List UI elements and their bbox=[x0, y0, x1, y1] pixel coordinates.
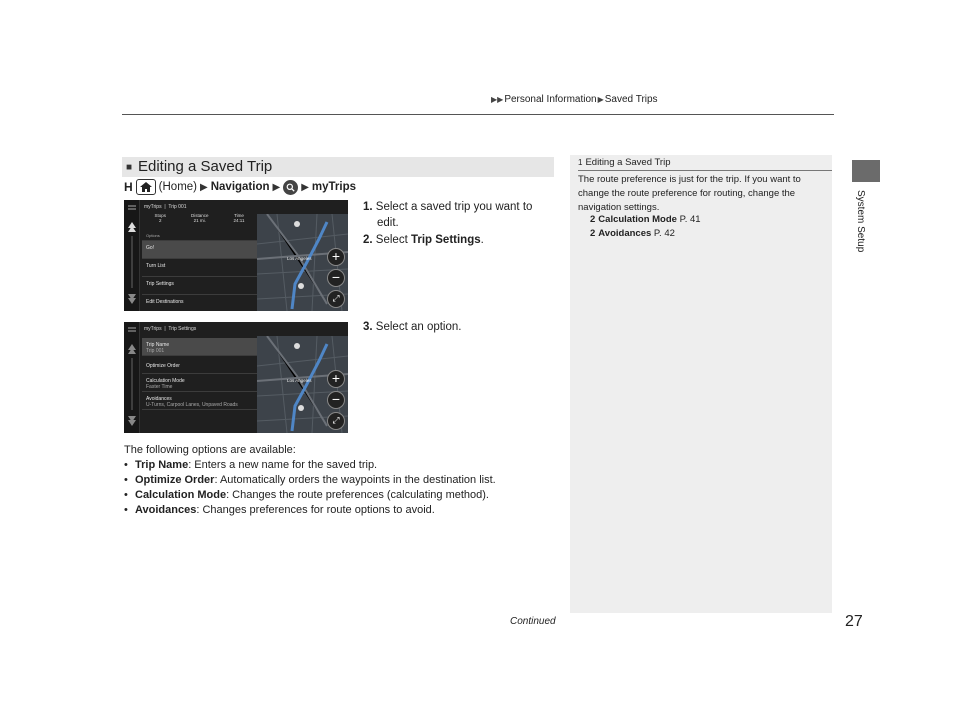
menu-item-trip-settings: Trip Settings bbox=[142, 277, 257, 295]
map-city-label: Los Angeles bbox=[287, 378, 312, 383]
breadcrumb-item-personal-information: Personal Information bbox=[504, 94, 597, 105]
zoom-in-icon: + bbox=[327, 248, 345, 266]
header-rule bbox=[122, 114, 834, 115]
stat-time: Time 24:11 bbox=[233, 213, 245, 223]
continued-label: Continued bbox=[510, 616, 556, 627]
menu-path bbox=[124, 179, 356, 195]
note-ref-avoidances[interactable]: 2 Avoidances P. 42 bbox=[590, 228, 675, 239]
arrow-icon: ▶ bbox=[597, 95, 604, 104]
arrow-icon: ▶ bbox=[272, 181, 281, 193]
bullet-icon: • bbox=[124, 489, 128, 501]
note-ref-calculation-mode[interactable]: 2 Calculation Mode P. 41 bbox=[590, 214, 701, 225]
search-icon bbox=[283, 180, 298, 195]
home-icon bbox=[136, 179, 156, 195]
menu-item-trip-name: Trip Name Trip 001 bbox=[142, 338, 257, 356]
stat-stops: Stops 2 bbox=[154, 213, 167, 223]
menu-item-avoidances: Avoidances U-Turns, Carpool Lanes, Unpaved Roads bbox=[142, 392, 257, 410]
note-rule bbox=[578, 170, 832, 171]
bullet-icon: • bbox=[124, 459, 128, 471]
square-bullet-icon: ■ bbox=[126, 162, 133, 173]
note-heading: 1 Editing a Saved Trip bbox=[578, 157, 671, 168]
step-3: 3. Select an option. bbox=[363, 321, 462, 333]
option-optimize-order: • Optimize Order: Automatically orders the waypoints in the destination list. bbox=[124, 474, 496, 486]
screen-menu bbox=[142, 231, 257, 311]
section-heading bbox=[122, 157, 554, 177]
reference-arrow-icon: 2 bbox=[590, 228, 596, 239]
option-calculation-mode: • Calculation Mode: Changes the route preferences (calculating method). bbox=[124, 489, 489, 501]
options-intro: The following options are available: bbox=[124, 444, 296, 456]
note-marker-icon: 1 bbox=[578, 158, 583, 167]
navigation-label: Navigation bbox=[210, 181, 270, 193]
arrow-icon: ▶ bbox=[301, 181, 309, 193]
arrow-icon: ▶ bbox=[200, 181, 208, 193]
fullscreen-icon: ⤢ bbox=[327, 290, 345, 308]
screen-title-bar: myTrips | Trip 001 bbox=[144, 204, 187, 210]
breadcrumb-item-saved-trips: Saved Trips bbox=[604, 94, 658, 105]
menu-item-turn-list: Turn List bbox=[142, 259, 257, 277]
screen-left-column bbox=[124, 322, 140, 433]
map-city-label: Los Angeles bbox=[287, 256, 312, 261]
option-avoidances: • Avoidances: Changes preferences for route options to avoid. bbox=[124, 504, 435, 516]
zoom-in-icon: + bbox=[327, 370, 345, 388]
menu-item-calculation-mode: Calculation Mode Faster Time bbox=[142, 374, 257, 392]
screenshot-trip-settings bbox=[124, 322, 348, 433]
menu-item-edit-destinations: Edit Destinations bbox=[142, 295, 257, 311]
screen-left-column bbox=[124, 200, 140, 311]
home-label: (Home) bbox=[158, 181, 198, 193]
section-title: Editing a Saved Trip bbox=[138, 158, 273, 175]
menu-item-go: Go! bbox=[142, 241, 257, 259]
note-body: The route preference is just for the trip. If you want to change the route preference for routing, change the navigation settings. bbox=[578, 174, 801, 213]
map-view bbox=[257, 336, 348, 433]
screen-title-bar: myTrips | Trip Settings bbox=[144, 326, 197, 332]
chapter-tab bbox=[852, 160, 880, 182]
option-trip-name: • Trip Name: Enters a new name for the saved trip. bbox=[124, 459, 378, 471]
menu-header: Options bbox=[142, 231, 257, 241]
bullet-icon: • bbox=[124, 474, 128, 486]
screen-menu bbox=[142, 338, 257, 433]
step-h-icon: H bbox=[124, 180, 133, 194]
stat-distance: Distance 21 mi. bbox=[191, 213, 209, 223]
trip-stats bbox=[142, 213, 257, 227]
bullet-icon: • bbox=[124, 504, 128, 516]
chapter-label: System Setup bbox=[855, 190, 866, 253]
breadcrumb bbox=[490, 94, 658, 105]
step-2: 2. Select Trip Settings. bbox=[363, 234, 484, 246]
menu-item-optimize-order: Optimize Order bbox=[142, 356, 257, 374]
page-number: 27 bbox=[845, 613, 863, 630]
side-note bbox=[570, 155, 832, 613]
map-view bbox=[257, 214, 348, 311]
double-arrow-icon: ▶▶ bbox=[491, 95, 504, 104]
mytrips-label: myTrips bbox=[311, 181, 357, 193]
screenshot-trip-menu bbox=[124, 200, 348, 311]
zoom-out-icon: − bbox=[327, 391, 345, 409]
zoom-out-icon: − bbox=[327, 269, 345, 287]
fullscreen-icon: ⤢ bbox=[327, 412, 345, 430]
step-1: 1. Select a saved trip you want to edit. bbox=[363, 201, 533, 229]
reference-arrow-icon: 2 bbox=[590, 214, 596, 225]
